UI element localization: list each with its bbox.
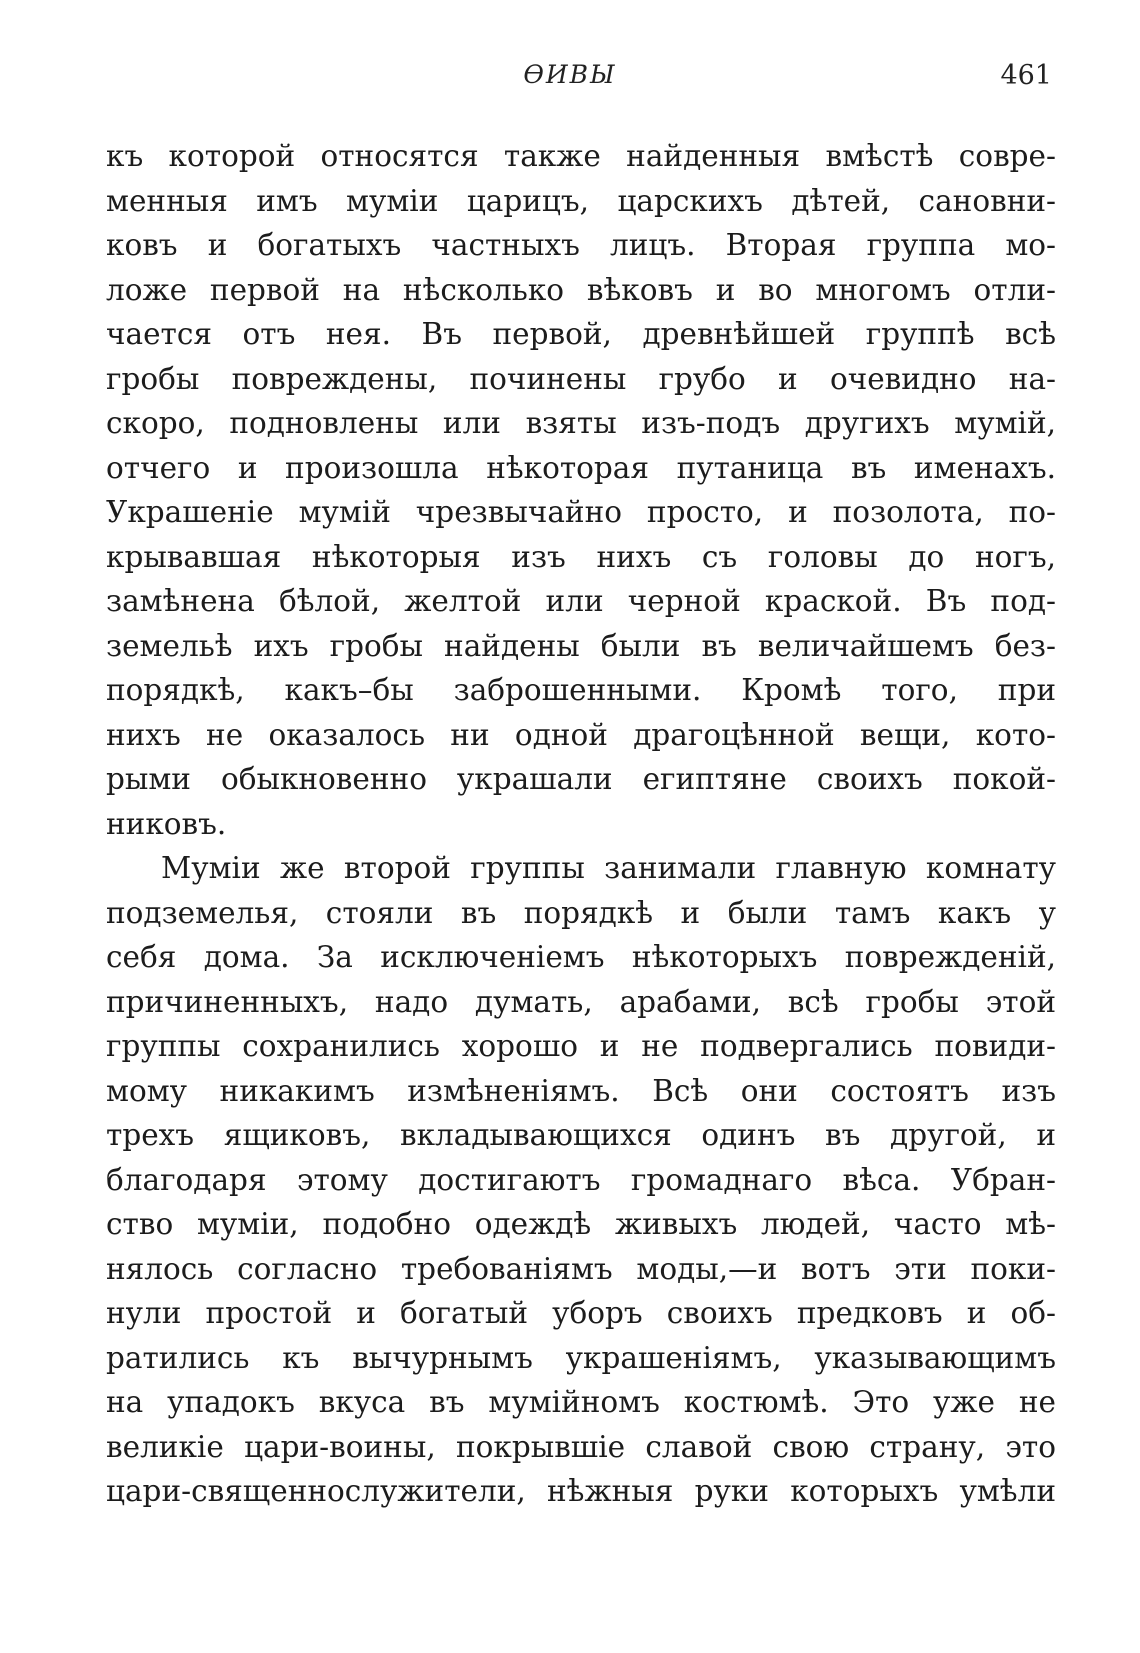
text-line: Муміи же второй группы занимали главную комнату [161, 851, 1056, 885]
body-text [106, 134, 1056, 1514]
paragraph-1 [106, 134, 1056, 846]
running-head [0, 58, 1140, 98]
text-line: мому никакимъ измѣненіямъ. Всѣ они состоятъ изъ [106, 1073, 1056, 1108]
running-title: ѲИВЫ [523, 60, 617, 89]
text-line: скоро, подновлены или взяты изъ-подъ другихъ мумій, [106, 406, 1056, 440]
text-line: крывавшая нѣкоторыя изъ нихъ съ головы до ногъ, [106, 539, 1056, 574]
text-line: отчего и произошла нѣкоторая путаница въ именахъ. [106, 450, 1056, 485]
text-line: ложе первой на нѣсколько вѣковъ и во многомъ отли- [106, 272, 1056, 307]
text-line: нули простой и богатый уборъ своихъ предковъ и об- [106, 1296, 1056, 1330]
text-line: чается отъ нея. Въ первой, древнѣйшей группѣ всѣ [106, 317, 1056, 351]
text-line: группы сохранились хорошо и не подвергались повиди- [106, 1029, 1056, 1063]
text-line: земельѣ ихъ гробы найдены были въ величайшемъ без- [106, 628, 1056, 663]
text-line: замѣнена бѣлой, желтой или черной краской. Въ под- [106, 584, 1056, 618]
page-number: 461 [1000, 60, 1052, 91]
text-line: великіе цари-воины, покрывшіе славой свою страну, это [106, 1429, 1056, 1464]
text-line: ство муміи, подобно одеждѣ живыхъ людей, часто мѣ- [106, 1207, 1056, 1241]
text-line: цари-священнослужители, нѣжныя руки которыхъ умѣли [106, 1474, 1056, 1508]
text-line: нихъ не оказалось ни одной драгоцѣнной вещи, кото- [106, 717, 1056, 752]
text-line: причиненныхъ, надо думать, арабами, всѣ гробы этой [106, 984, 1056, 1019]
text-line: рыми обыкновенно украшали египтяне своихъ покой- [106, 762, 1056, 796]
text-line: нялось согласно требованіямъ моды,—и вотъ эти поки- [106, 1251, 1056, 1286]
text-line: трехъ ящиковъ, вкладывающихся одинъ въ другой, и [106, 1118, 1056, 1152]
text-line: ковъ и богатыхъ частныхъ лицъ. Вторая группа мо- [106, 228, 1056, 262]
text-line: на упадокъ вкуса въ мумійномъ костюмѣ. Это уже не [106, 1385, 1056, 1419]
paragraph-2 [106, 846, 1056, 1514]
text-line: себя дома. За исключеніемъ нѣкоторыхъ поврежденій, [106, 940, 1056, 974]
text-line: ратились къ вычурнымъ украшеніямъ, указывающимъ [106, 1340, 1056, 1375]
text-line: подземелья, стояли въ порядкѣ и были тамъ какъ у [106, 895, 1056, 930]
text-line: никовъ. [106, 806, 227, 841]
text-line: порядкѣ, какъ–бы заброшенными. Кромѣ того, при [106, 673, 1056, 707]
text-line: благодаря этому достигаютъ громаднаго вѣса. Убран- [106, 1162, 1056, 1197]
text-line: гробы повреждены, починены грубо и очевидно на- [106, 361, 1056, 396]
text-line: Украшеніе мумій чрезвычайно просто, и позолота, по- [106, 495, 1056, 529]
text-line: къ которой относятся также найденныя вмѣстѣ совре- [106, 139, 1056, 173]
text-line: менныя имъ муміи царицъ, царскихъ дѣтей, сановни- [106, 183, 1056, 218]
